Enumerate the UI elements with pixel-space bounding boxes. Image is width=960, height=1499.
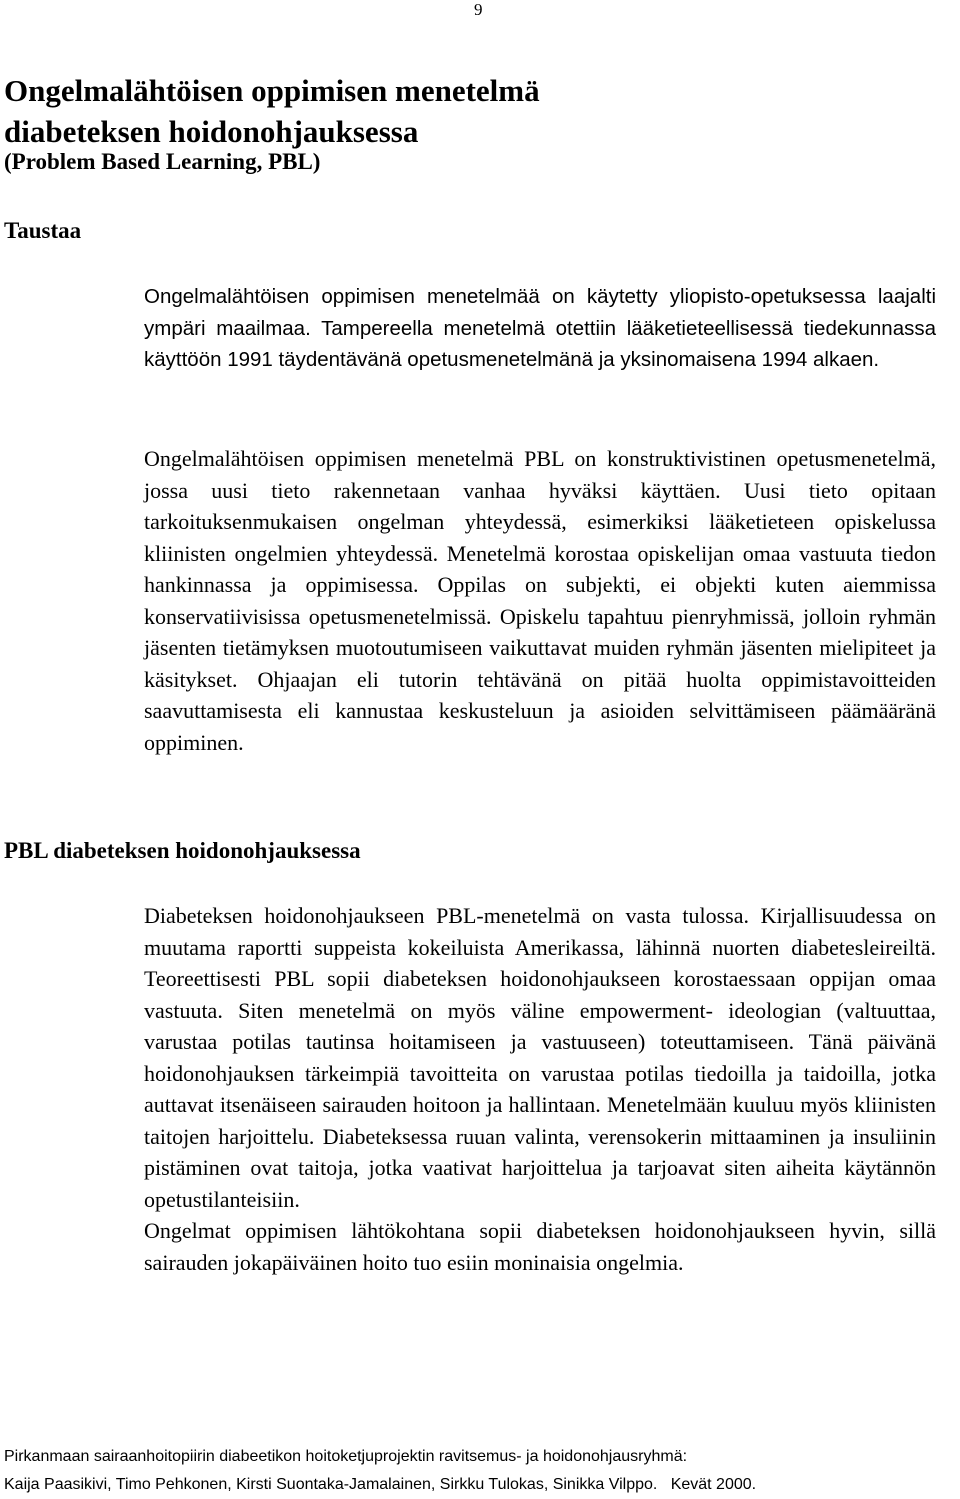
page-footer	[4, 1443, 756, 1499]
title-line-2: diabeteksen hoidonohjauksessa	[4, 114, 419, 149]
document-subtitle: (Problem Based Learning, PBL)	[4, 149, 321, 174]
footer-line-2: Kaija Paasikivi, Timo Pehkonen, Kirsti Suontaka-Jamalainen, Sirkku Tulokas, Sinikka Vilppo. Kevät 2000.	[4, 1476, 757, 1493]
pbl-section-body	[144, 900, 936, 1278]
pbl-paragraph-1: Diabeteksen hoidonohjaukseen PBL-menetelmä on vasta tulossa. Kirjallisuudessa on muutama raportti suppeista kokeiluista Amerikassa, lähinnä nuorten diabetesleireiltä. Teoreettisesti PBL sopii diabeteksen hoidonohjaukseen korostaessaan oppijan omaa vastuuta. Siten menetelmä on myös väline empowerment- ideologian (valtuuttaa, varustaa potilas tautinsa hoitamiseen ja vastuuseen) toteuttamiseen. Tänä päivänä hoidonohjauksen tärkeimpiä tavoitteita on varustaa potilas tiedoilla ja taidoilla, jotka auttavat itsenäiseen sairauden hoitoon ja hallintaan. Menetelmään kuuluu myös kliinisten taitojen harjoittelu. Diabeteksessa ruuan valinta, verensokerin mittaaminen ja insuliinin pistäminen ovat taitoja, jotka vaativat harjoittelua ja tarjoavat siten aiheita käytännön opetustilanteisiin.	[144, 903, 936, 1212]
taustaa-paragraph-2: Ongelmalähtöisen oppimisen menetelmä PBL on konstruktivistinen opetusmenetelmä, jossa uusi tieto rakennetaan vanhaa hyväksi käyttäen. Uusi tieto opitaan tarkoituksenmukaisen ongelman yhteydessä, esimerkiksi lääketieteen opiskelussa kliinisten ongelmien yhteydessä. Menetelmä korostaa opiskelijan omaa vastuuta tiedon hankinnassa ja oppimisessa. Oppilas on subjekti, ei objekti kuten aiemmissa konservatiivisissa opetusmenetelmissä. Opiskelu tapahtuu pienryhmissä, jolloin ryhmän jäsenten tietämyksen muotoutumiseen vaikuttavat muiden ryhmän jäsenten mielipiteet ja käsitykset. Ohjaajan eli tutorin tehtävänä on pitää huolta oppimistavoitteiden saavuttamisesta eli kannustaa keskusteluun ja asioiden selvittämiseen päämääränä oppiminen.	[144, 446, 936, 755]
footer-line-1: Pirkanmaan sairaanhoitopiirin diabeetikon hoitoketjuprojektin ravitsemus- ja hoidonohjausryhmä:	[4, 1448, 688, 1465]
section-heading-pbl: PBL diabeteksen hoidonohjauksessa	[4, 838, 361, 863]
document-title	[4, 70, 540, 152]
taustaa-paragraph-1: Ongelmalähtöisen oppimisen menetelmää on käytetty yliopisto-opetuksessa laajalti ympäri maailmaa. Tampereella menetelmä otettiin lääketieteellisessä tiedekunnassa käyttöön 1991 täydentävänä opetusmenetelmänä ja yksinomaisena 1994 alkaen.	[144, 285, 936, 371]
section-heading-taustaa: Taustaa	[4, 218, 82, 243]
pbl-paragraph-2: Ongelmat oppimisen lähtökohtana sopii diabeteksen hoidonohjaukseen hyvin, sillä sairauden jokapäiväinen hoito tuo esiin moninaisia ongelmia.	[144, 1218, 936, 1275]
page-number: 9	[474, 0, 483, 19]
title-line-1: Ongelmalähtöisen oppimisen menetelmä	[4, 73, 540, 108]
